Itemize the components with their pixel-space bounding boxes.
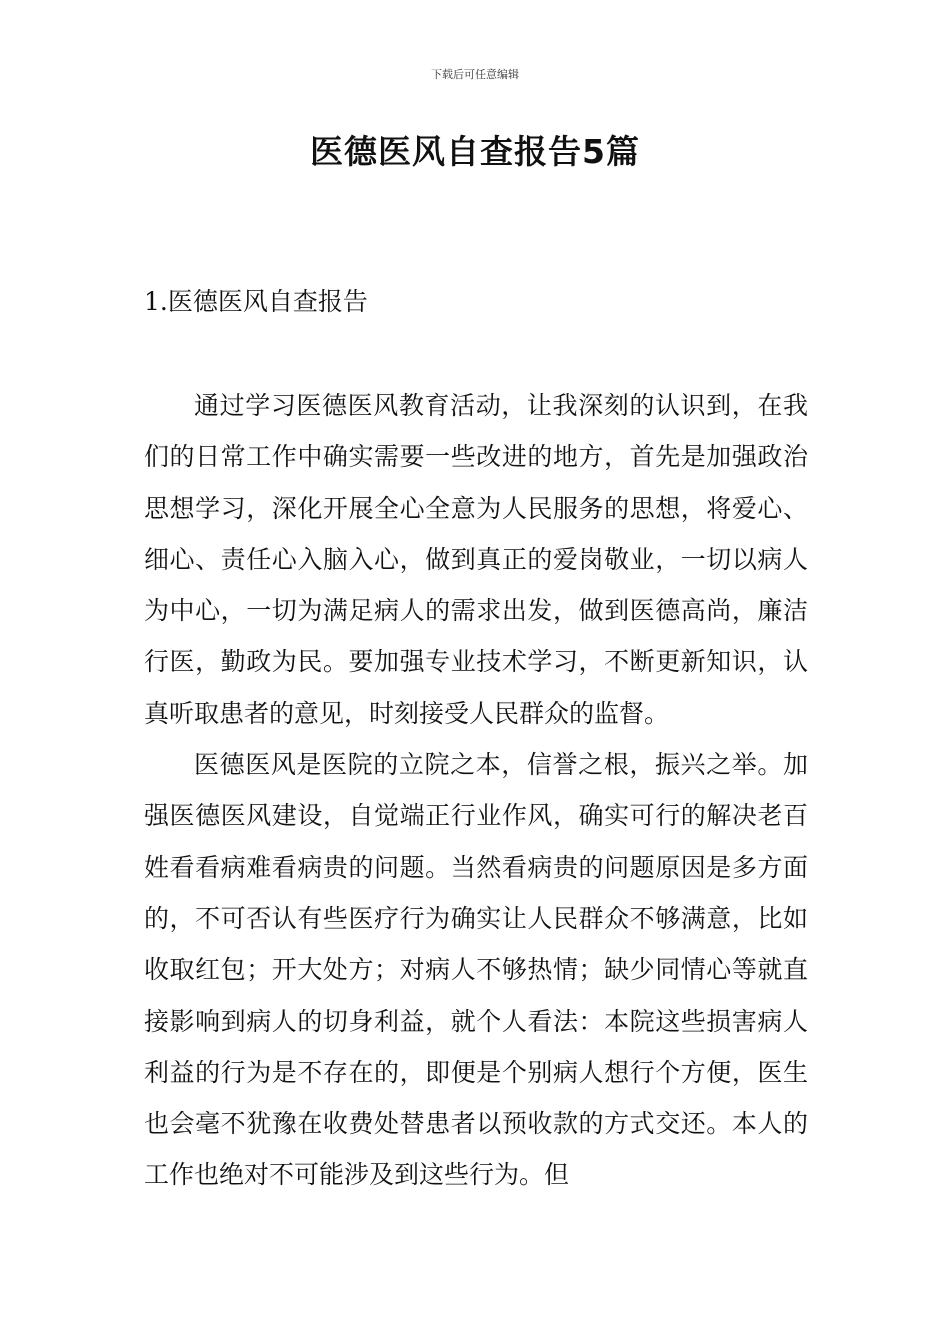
header-note: 下载后可任意编辑 <box>431 68 519 81</box>
document-title: 医德医风自查报告5篇 <box>310 132 640 171</box>
paragraph-2: 医德医风是医院的立院之本，信誉之根，振兴之举。加强医德医风建设，自觉端正行业作风，确实可行的解决老百姓看看病难看病贵的问题。当然看病贵的问题原因是多方面的，不可否认有些医疗行为确实让人民群众不够满意，比如收取红包；开大处方；对病人不够热情；缺少同情心等就直接影响到病人的切身利益，就个人看法：本院这些损害病人利益的行为是不存在的，即便是个别病人想行个方便，医生也会毫不犹豫在收费处替患者以预收款的方式交还。本人的工作也绝对不可能涉及到这些行为。但 <box>144 750 808 1190</box>
section-heading: 1.医德医风自查报告 <box>144 287 368 316</box>
body-text <box>144 380 808 1201</box>
paragraph-1: 通过学习医德医风教育活动，让我深刻的认识到，在我们的日常工作中确实需要一些改进的地方，首先是加强政治思想学习，深化开展全心全意为人民服务的思想，将爱心、细心、责任心入脑入心，做到真正的爱岗敬业，一切以病人为中心，一切为满足病人的需求出发，做到医德高尚，廉洁行医，勤政为民。要加强专业技术学习，不断更新知识，认真听取患者的意见，时刻接受人民群众的监督。 <box>144 391 808 728</box>
